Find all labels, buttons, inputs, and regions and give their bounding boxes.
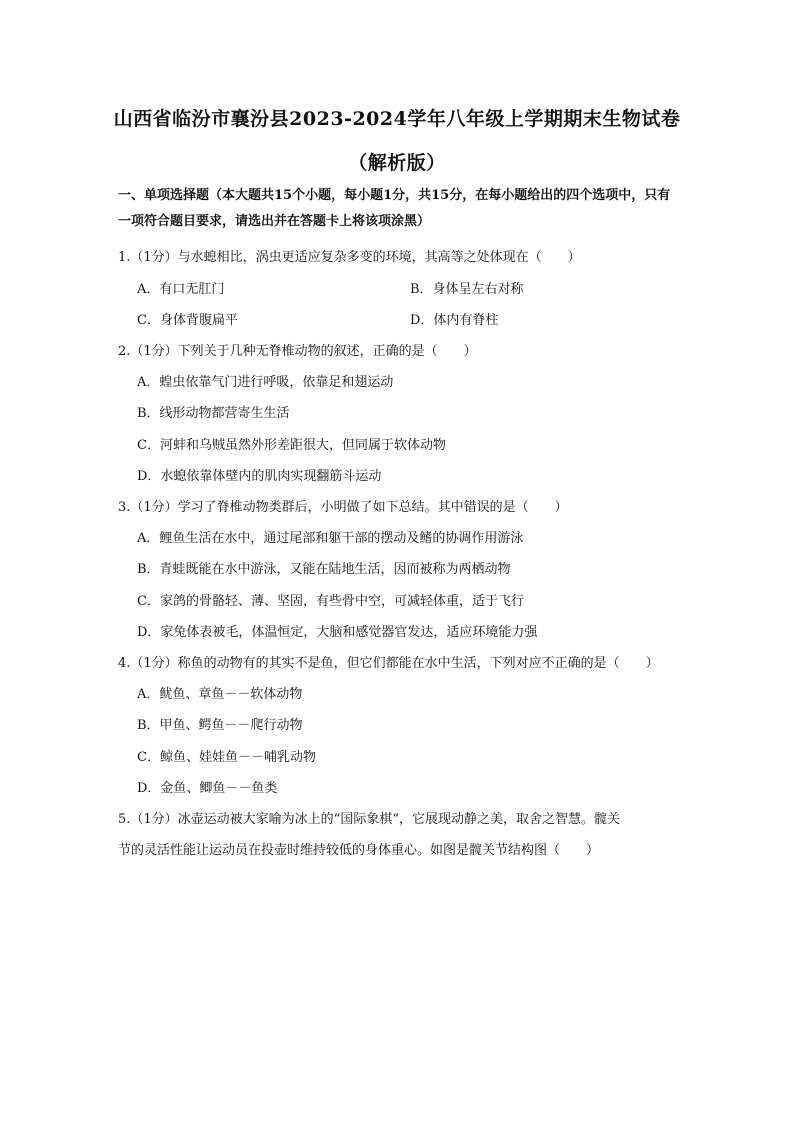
question-3-option-b: B．青蛙既能在水中游泳，又能在陆地生活，因而被称为两栖动物 (137, 562, 511, 577)
question-4-stem: 4.（1分）称鱼的动物有的其实不是鱼，但它们都能在水中生活，下列对应不正确的是（ ） (118, 656, 659, 671)
question-2-option-c: C．河蚌和乌贼虽然外形差距很大，但同属于软体动物 (137, 438, 446, 453)
question-2-option-d: D．水螅依靠体壁内的肌肉实现翻筋斗运动 (137, 469, 382, 484)
question-3-option-d: D．家兔体表被毛，体温恒定，大脑和感觉器官发达，适应环境能力强 (137, 625, 538, 640)
section-heading: 一、单项选择题（本大题共15个小题，每小题1分，共15分，在每小题给出的四个选项中，只有一项符合题目要求，请选出并在答题卡上将该项涂黑） (118, 188, 671, 229)
question-5-stem-line-2: 节的灵活性能让运动员在投壶时维持较低的身体重心。如图是髋关节结构图（ ） (118, 843, 600, 858)
question-1-option-d: D．体内有脊柱 (410, 313, 499, 328)
question-3-option-c: C．家鸽的骨骼轻、薄、坚固，有些骨中空，可减轻体重，适于飞行 (137, 594, 524, 609)
question-2-option-a: A．蝗虫依靠气门进行呼吸，依靠足和翅运动 (137, 375, 394, 390)
question-5-stem-line-1: 5.（1分）冰壶运动被大家喻为冰上的“国际象棋”，它展现动静之美，取舍之智慧。髋关 (118, 812, 620, 827)
question-2-stem: 2.（1分）下列关于几种无脊椎动物的叙述，正确的是（ ） (118, 344, 477, 359)
question-4-option-b: B．甲鱼、鳄鱼－－爬行动物 (137, 718, 303, 733)
question-3-stem: 3.（1分）学习了脊椎动物类群后，小明做了如下总结。其中错误的是（ ） (118, 500, 568, 515)
exam-subtitle: （解析版） (348, 152, 446, 174)
question-4-option-d: D．金鱼、鲫鱼－－鱼类 (137, 781, 278, 796)
question-4-option-a: A．鱿鱼、章鱼－－软体动物 (137, 687, 303, 702)
question-1-stem: 1.（1分）与水螅相比，涡虫更适应复杂多变的环境，其高等之处体现在（ ） (118, 250, 581, 265)
exam-title: 山西省临汾市襄汾县2023-2024学年八年级上学期期末生物试卷 (113, 108, 681, 130)
question-1-option-b: B．身体呈左右对称 (410, 282, 524, 297)
question-1-option-a: A．有口无肛门 (137, 282, 225, 297)
question-3-option-a: A．鲤鱼生活在水中，通过尾部和躯干部的摆动及鳍的协调作用游泳 (137, 531, 524, 546)
question-4-option-c: C．鲸鱼、娃娃鱼－－哺乳动物 (137, 750, 316, 765)
question-2-option-b: B．线形动物都营寄生生活 (137, 406, 290, 421)
question-1-option-c: C．身体背腹扁平 (137, 313, 238, 328)
